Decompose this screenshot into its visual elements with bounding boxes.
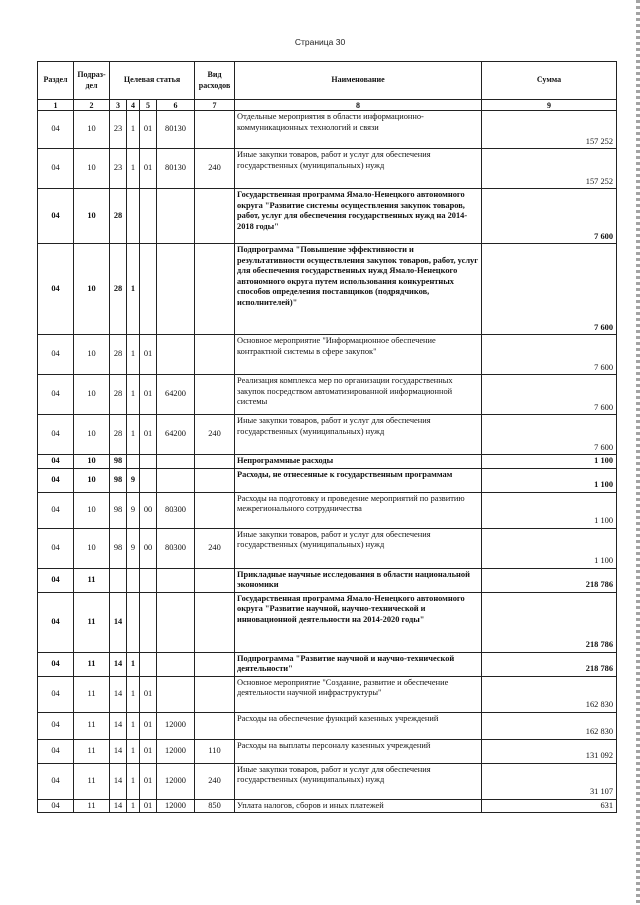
cell-naimenovanie: Расходы, не отнесенные к государственным программам [235,468,482,492]
cell-celevaya-1: 28 [110,244,127,335]
col-number: 8 [235,100,482,111]
cell-naimenovanie: Подпрограмма "Повышение эффективности и результативности осуществления закупок товаров, работ, услуг для обеспечения государственных нужд Ямало-Ненецкого автономного округа путем использования конкурентных способов определения поставщиков (подрядчиков, исполнителей)" [235,244,482,335]
cell-summa: 218 786 [482,568,617,592]
cell-celevaya-2: 9 [127,528,140,568]
cell-naimenovanie: Подпрограмма "Развитие научной и научно-технической деятельности" [235,652,482,676]
cell-vid-rashodov [195,375,235,415]
cell-naimenovanie: Реализация комплекса мер по организации государственных закупок посредством автоматизированной информационной системы [235,375,482,415]
cell-summa: 157 252 [482,111,617,149]
cell-celevaya-2: 1 [127,335,140,375]
cell-celevaya-2: 1 [127,799,140,813]
cell-summa: 218 786 [482,592,617,652]
cell-celevaya-1: 14 [110,763,127,799]
cell-naimenovanie: Уплата налогов, сборов и иных платежей [235,799,482,813]
cell-summa: 162 830 [482,676,617,712]
cell-celevaya-4: 64200 [157,415,195,455]
cell-celevaya-3: 01 [140,676,157,712]
column-numbers-row [38,100,617,111]
cell-naimenovanie: Расходы на подготовку и проведение мероприятий по развитию межрегионального сотрудничества [235,492,482,528]
cell-podrazdel: 11 [74,592,110,652]
cell-vid-rashodov [195,335,235,375]
col-number: 2 [74,100,110,111]
table-row [38,415,617,455]
table-row [38,799,617,813]
cell-celevaya-2 [127,189,140,244]
cell-celevaya-4: 80300 [157,492,195,528]
cell-podrazdel: 10 [74,528,110,568]
cell-celevaya-1: 14 [110,676,127,712]
cell-vid-rashodov: 110 [195,739,235,763]
cell-podrazdel: 10 [74,492,110,528]
cell-vid-rashodov: 850 [195,799,235,813]
cell-celevaya-4: 80130 [157,111,195,149]
cell-celevaya-3: 00 [140,492,157,528]
cell-razdel: 04 [38,111,74,149]
cell-celevaya-3: 01 [140,149,157,189]
cell-celevaya-3: 01 [140,415,157,455]
cell-celevaya-3: 01 [140,335,157,375]
header-podrazdel: Подраз- дел [74,62,110,100]
cell-celevaya-3 [140,455,157,469]
cell-celevaya-1: 28 [110,375,127,415]
cell-razdel: 04 [38,468,74,492]
cell-razdel: 04 [38,415,74,455]
cell-summa: 1 100 [482,455,617,469]
cell-razdel: 04 [38,568,74,592]
cell-celevaya-2 [127,568,140,592]
cell-naimenovanie: Государственная программа Ямало-Ненецкого автономного округа "Развитие научной, научно-технической и инновационной деятельности на 2014-2020 годы" [235,592,482,652]
cell-celevaya-3: 01 [140,739,157,763]
cell-celevaya-1: 14 [110,799,127,813]
table-row [38,244,617,335]
cell-celevaya-2: 9 [127,492,140,528]
cell-summa: 157 252 [482,149,617,189]
cell-vid-rashodov: 240 [195,415,235,455]
cell-celevaya-1: 98 [110,455,127,469]
col-number: 3 [110,100,127,111]
cell-vid-rashodov [195,676,235,712]
cell-summa: 7 600 [482,244,617,335]
cell-podrazdel: 10 [74,455,110,469]
header-razdel: Раздел [38,62,74,100]
cell-summa: 131 092 [482,739,617,763]
cell-razdel: 04 [38,739,74,763]
cell-podrazdel: 11 [74,568,110,592]
cell-celevaya-3: 01 [140,111,157,149]
cell-summa: 7 600 [482,375,617,415]
cell-vid-rashodov [195,244,235,335]
table-row [38,739,617,763]
cell-podrazdel: 11 [74,739,110,763]
cell-razdel: 04 [38,375,74,415]
cell-vid-rashodov [195,468,235,492]
cell-podrazdel: 10 [74,111,110,149]
cell-summa: 1 100 [482,528,617,568]
cell-summa: 1 100 [482,468,617,492]
cell-naimenovanie: Непрограммные расходы [235,455,482,469]
cell-celevaya-4 [157,335,195,375]
table-row [38,468,617,492]
cell-celevaya-3: 00 [140,528,157,568]
table-row [38,492,617,528]
cell-celevaya-4 [157,244,195,335]
page-number: Страница 30 [294,37,346,47]
cell-vid-rashodov [195,568,235,592]
cell-celevaya-2: 1 [127,415,140,455]
cell-naimenovanie: Иные закупки товаров, работ и услуг для обеспечения государственных (муниципальных) нужд [235,149,482,189]
cell-celevaya-2: 1 [127,676,140,712]
col-number: 7 [195,100,235,111]
cell-vid-rashodov [195,712,235,739]
cell-celevaya-2: 1 [127,712,140,739]
cell-podrazdel: 11 [74,652,110,676]
cell-summa: 218 786 [482,652,617,676]
cell-celevaya-2: 1 [127,149,140,189]
cell-celevaya-2: 1 [127,375,140,415]
cell-celevaya-3 [140,468,157,492]
cell-celevaya-3 [140,244,157,335]
cell-celevaya-1: 14 [110,592,127,652]
cell-razdel: 04 [38,244,74,335]
cell-razdel: 04 [38,455,74,469]
col-number: 1 [38,100,74,111]
cell-celevaya-1: 28 [110,415,127,455]
cell-podrazdel: 10 [74,468,110,492]
cell-celevaya-2 [127,592,140,652]
scan-edge [636,0,640,905]
header-summa: Сумма [482,62,617,100]
cell-naimenovanie: Основное мероприятие "Информационное обеспечение контрактной системы в сфере закупок" [235,335,482,375]
header-vid-rashodov: Вид расходов [195,62,235,100]
cell-naimenovanie: Иные закупки товаров, работ и услуг для обеспечения государственных (муниципальных) нужд [235,528,482,568]
table-row [38,763,617,799]
cell-celevaya-4 [157,468,195,492]
table-row [38,111,617,149]
cell-razdel: 04 [38,763,74,799]
cell-celevaya-3: 01 [140,712,157,739]
cell-podrazdel: 11 [74,799,110,813]
budget-table [37,61,617,813]
cell-podrazdel: 11 [74,763,110,799]
table-row [38,568,617,592]
cell-vid-rashodov [195,592,235,652]
cell-razdel: 04 [38,592,74,652]
cell-celevaya-1 [110,568,127,592]
table-row [38,149,617,189]
cell-naimenovanie: Расходы на обеспечение функций казенных учреждений [235,712,482,739]
cell-celevaya-2 [127,455,140,469]
cell-celevaya-3: 01 [140,799,157,813]
cell-celevaya-4: 80300 [157,528,195,568]
cell-celevaya-2: 1 [127,111,140,149]
cell-celevaya-1: 23 [110,111,127,149]
cell-razdel: 04 [38,528,74,568]
cell-celevaya-3: 01 [140,763,157,799]
cell-vid-rashodov [195,492,235,528]
cell-summa: 7 600 [482,189,617,244]
cell-summa: 162 830 [482,712,617,739]
cell-celevaya-2: 1 [127,652,140,676]
cell-vid-rashodov: 240 [195,763,235,799]
cell-celevaya-4: 12000 [157,799,195,813]
cell-celevaya-3 [140,592,157,652]
cell-vid-rashodov [195,189,235,244]
cell-razdel: 04 [38,189,74,244]
cell-summa: 7 600 [482,335,617,375]
cell-celevaya-1: 23 [110,149,127,189]
cell-razdel: 04 [38,149,74,189]
cell-celevaya-4 [157,676,195,712]
cell-vid-rashodov [195,111,235,149]
cell-podrazdel: 11 [74,712,110,739]
cell-celevaya-1: 28 [110,189,127,244]
col-number: 5 [140,100,157,111]
cell-razdel: 04 [38,799,74,813]
cell-celevaya-1: 14 [110,652,127,676]
cell-summa: 31 107 [482,763,617,799]
cell-celevaya-4: 12000 [157,712,195,739]
table-row [38,375,617,415]
cell-razdel: 04 [38,652,74,676]
cell-podrazdel: 10 [74,244,110,335]
cell-celevaya-4 [157,455,195,469]
table-row [38,335,617,375]
cell-vid-rashodov [195,652,235,676]
cell-celevaya-1: 98 [110,492,127,528]
cell-podrazdel: 10 [74,375,110,415]
cell-celevaya-4 [157,592,195,652]
cell-celevaya-3: 01 [140,375,157,415]
cell-razdel: 04 [38,712,74,739]
cell-podrazdel: 10 [74,415,110,455]
cell-naimenovanie: Иные закупки товаров, работ и услуг для обеспечения государственных (муниципальных) нужд [235,415,482,455]
cell-summa: 1 100 [482,492,617,528]
cell-celevaya-2: 1 [127,763,140,799]
cell-celevaya-2: 1 [127,739,140,763]
table-row [38,528,617,568]
cell-celevaya-4 [157,568,195,592]
cell-naimenovanie: Государственная программа Ямало-Ненецкого автономного округа "Развитие системы осуществления закупок товаров, работ, услуг для обеспечения государственных нужд на 2014-2018 годы" [235,189,482,244]
cell-celevaya-3 [140,652,157,676]
col-number: 9 [482,100,617,111]
cell-celevaya-4: 12000 [157,763,195,799]
cell-naimenovanie: Расходы на выплаты персоналу казенных учреждений [235,739,482,763]
cell-celevaya-4 [157,189,195,244]
cell-summa: 7 600 [482,415,617,455]
cell-vid-rashodov: 240 [195,149,235,189]
cell-naimenovanie: Прикладные научные исследования в области национальной экономики [235,568,482,592]
cell-podrazdel: 10 [74,189,110,244]
cell-vid-rashodov [195,455,235,469]
cell-naimenovanie: Основное мероприятие "Создание, развитие и обеспечение деятельности научной инфраструктуры" [235,676,482,712]
table-row [38,592,617,652]
table-row [38,189,617,244]
cell-celevaya-4: 80130 [157,149,195,189]
cell-celevaya-2: 9 [127,468,140,492]
cell-celevaya-1: 98 [110,528,127,568]
cell-celevaya-2: 1 [127,244,140,335]
cell-celevaya-1: 14 [110,712,127,739]
cell-celevaya-3 [140,568,157,592]
cell-podrazdel: 10 [74,149,110,189]
table-row [38,676,617,712]
cell-razdel: 04 [38,676,74,712]
cell-celevaya-1: 28 [110,335,127,375]
header-naimenovanie: Наименование [235,62,482,100]
cell-razdel: 04 [38,492,74,528]
table-row [38,455,617,469]
col-number: 6 [157,100,195,111]
table-row [38,712,617,739]
cell-celevaya-3 [140,189,157,244]
cell-razdel: 04 [38,335,74,375]
cell-celevaya-4 [157,652,195,676]
cell-podrazdel: 10 [74,335,110,375]
cell-summa: 631 [482,799,617,813]
cell-celevaya-1: 14 [110,739,127,763]
cell-naimenovanie: Отдельные мероприятия в области информационно-коммуникационных технологий и связи [235,111,482,149]
col-number: 4 [127,100,140,111]
cell-naimenovanie: Иные закупки товаров, работ и услуг для обеспечения государственных (муниципальных) нужд [235,763,482,799]
cell-celevaya-1: 98 [110,468,127,492]
cell-vid-rashodov: 240 [195,528,235,568]
cell-celevaya-4: 64200 [157,375,195,415]
table-row [38,652,617,676]
header-celevaya-statya: Целевая статья [110,62,195,100]
cell-podrazdel: 11 [74,676,110,712]
cell-celevaya-4: 12000 [157,739,195,763]
